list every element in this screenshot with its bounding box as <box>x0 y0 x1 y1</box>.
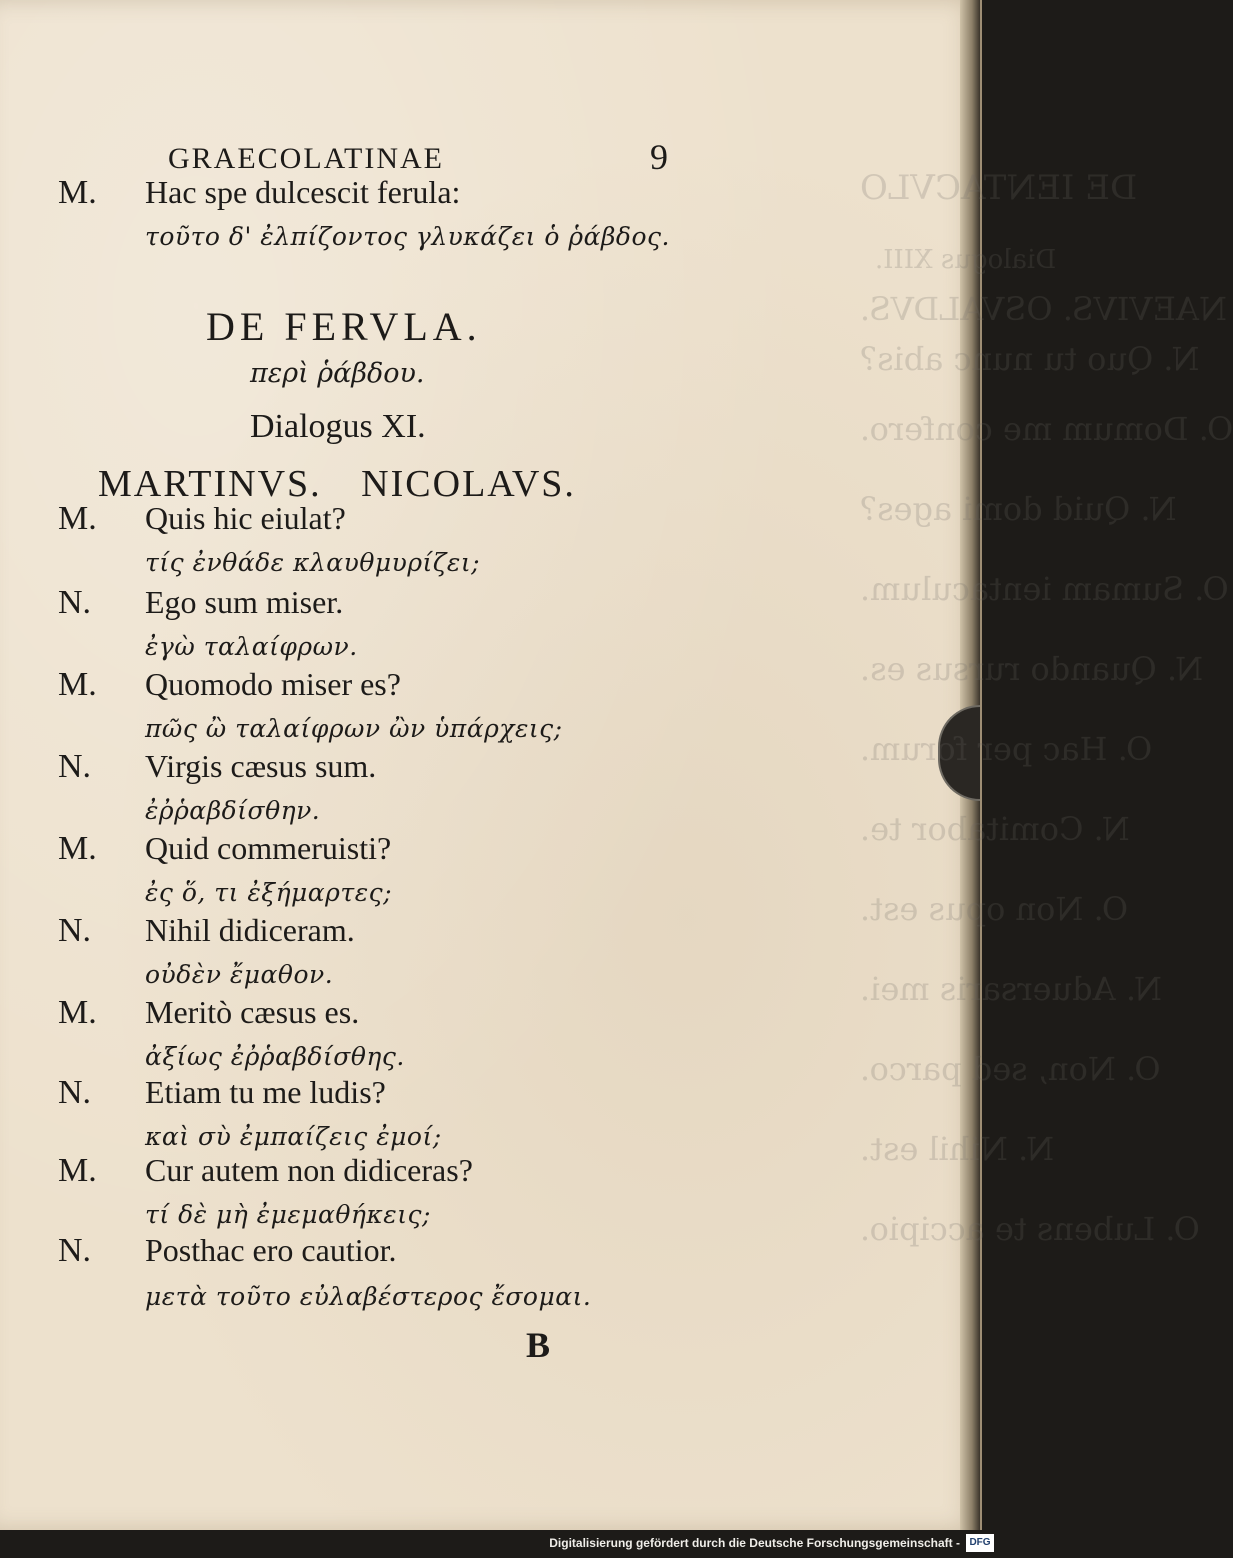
latin-line: Posthac ero cautior. <box>145 1232 397 1268</box>
greek-line: οὐδὲν ἔμαθον. <box>145 960 334 989</box>
latin-line: Quid commeruisti? <box>145 830 392 866</box>
bleed-through: DE IENTACVLO Dialogus XIII. NAEVIVS. OSVALDVS. N. Quo tu nunc abis? O. Domum me confero. N. Quid domi ages? O. Sumam ientaculum. N. Quando rursus es. O. Hac per forum. N. Comitabor te. O. Non opus est. N. Aduersaris mei. O. Non, sed parco. N. Nihil est. O. Lubens te accipio. <box>860 168 1233 1248</box>
greek-line: μετὰ τοῦτο εὐλαβέστερος ἔσομαι. <box>145 1282 592 1311</box>
latin-line: Nihil didiceram. <box>145 912 355 948</box>
latin-line: Ego sum miser. <box>145 584 344 620</box>
greek-line: πῶς ὢ ταλαίφρων ὢν ὑπάρχεις; <box>145 714 563 743</box>
latin-line: Quis hic eiulat? <box>145 500 346 536</box>
greek-line: ἐγὼ ταλαίφρων. <box>145 632 358 661</box>
greek-line: τίς ἐνθάδε κλαυθμυρίζει; <box>145 548 481 577</box>
running-head: GRAECOLATINAE <box>168 142 444 175</box>
speaker-label: N. <box>58 584 92 621</box>
speaker-label: M. <box>58 830 97 867</box>
greek-line: τοῦτο δ' ἐλπίζοντος γλυκάζει ὁ ῥάβδος. <box>145 222 670 251</box>
latin-line: Cur autem non didiceras? <box>145 1152 473 1188</box>
greek-line: καὶ σὺ ἐμπαίζεις ἐμοί; <box>145 1122 442 1151</box>
greek-line: ἐῤῥαβδίσθην. <box>145 796 321 825</box>
dfg-logo: DFG <box>966 1534 994 1552</box>
speaker-label: N. <box>58 912 92 949</box>
funding-note: Digitalisierung gefördert durch die Deutsche Forschungsgemeinschaft - <box>549 1536 960 1550</box>
speaker-label: M. <box>58 174 97 211</box>
greek-line: τί δὲ μὴ ἐμεμαθήκεις; <box>145 1200 431 1229</box>
latin-line: Virgis cæsus sum. <box>145 748 377 784</box>
signature-mark: B <box>526 1325 551 1365</box>
speaker-label: M. <box>58 1152 97 1189</box>
page-number: 9 <box>650 137 668 177</box>
latin-line: Quomodo miser es? <box>145 666 401 702</box>
latin-line: Hac spe dulcescit ferula: <box>145 174 461 210</box>
speaker-label: N. <box>58 748 92 785</box>
footer-bar <box>0 1530 1000 1558</box>
latin-line: Etiam tu me ludis? <box>145 1074 386 1110</box>
section-title: DE FERVLA. <box>206 304 482 349</box>
dialogue-number: Dialogus XI. <box>250 408 426 445</box>
section-title-greek: περὶ ῥάβδου. <box>250 358 425 389</box>
speaker-label: M. <box>58 994 97 1031</box>
speaker-label: N. <box>58 1074 92 1111</box>
speaker-label: M. <box>58 500 97 537</box>
speaker-label: N. <box>58 1232 92 1269</box>
latin-line: Meritò cæsus es. <box>145 994 360 1030</box>
greek-line: ἐς ὅ, τι ἐξήμαρτες; <box>145 878 393 907</box>
speaker-label: M. <box>58 666 97 703</box>
speakers-heading: MARTINVS. NICOLAVS. <box>98 463 576 505</box>
greek-line: ἀξίως ἐῤῥαβδίσθης. <box>145 1042 405 1071</box>
